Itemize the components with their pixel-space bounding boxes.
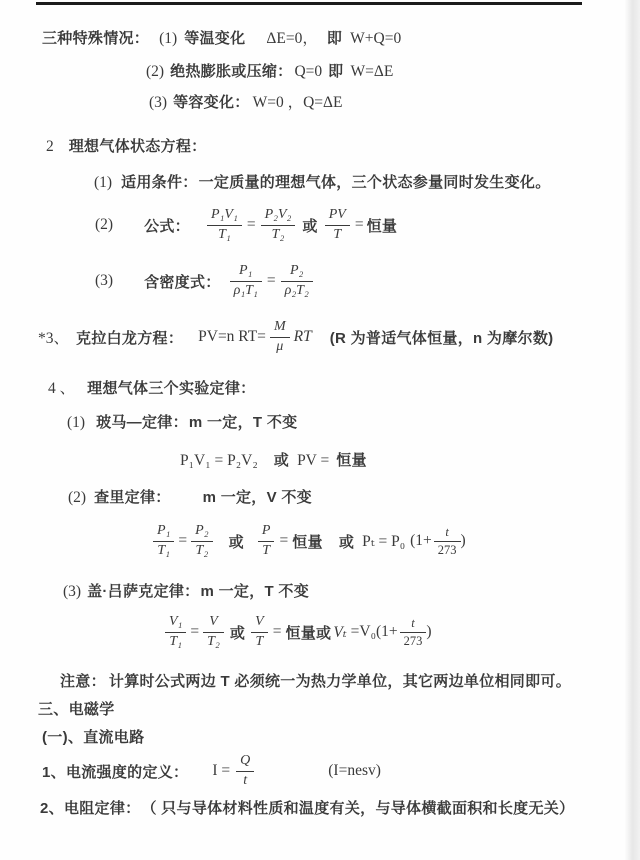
state-equation-title: 理想气体状态方程： — [68, 138, 207, 155]
resistance-text: （ 只与导体材料性质和温度有关，与导体横截面积和长度无关） — [141, 800, 575, 817]
note-text: 计算时公式两边 T 必须统一为热力学单位，其它两边单位相同即可。 — [108, 673, 572, 690]
page-right-edge-shadow — [624, 0, 640, 860]
line-gay-lussac-formula — [165, 610, 432, 654]
fraction-p2v2-t2: $\frac{\text{P₂V₂}}{\text{T₂}}$ — [261, 207, 296, 242]
clapeyron-formula-post: RT — [293, 328, 312, 345]
top-rule-divider — [36, 2, 582, 5]
fraction-p1-t1: $\frac{\text{P₁}}{\text{T₁}}$ — [153, 523, 174, 558]
condition-text: 一定质量的理想气体，三个状态参量同时发生变化。 — [198, 174, 551, 191]
fraction-v1-t1: $\frac{\text{V₁}}{\text{T₁}}$ — [165, 614, 186, 649]
boyle-title: 玻马—定律： — [96, 414, 188, 431]
line-clapeyron — [38, 315, 553, 359]
adiabatic-formula-2: W=ΔE — [350, 63, 394, 80]
adiabatic-formula-1: Q=0 — [294, 63, 323, 80]
line-three-laws-title — [48, 376, 255, 398]
fraction-v-t2: $\frac{V}{\text{T₂}}$ — [203, 614, 224, 649]
item-1-number: (1) — [159, 30, 178, 47]
gay-lussac-condition: m 一定，T 不变 — [200, 583, 310, 600]
fraction-v-t: $\frac{V}{T}$ — [251, 614, 268, 649]
density-number: (3) — [95, 272, 114, 289]
special-cases-label: 三种特殊情况： — [42, 30, 150, 47]
line-state-formula — [95, 203, 397, 247]
equals-sign: = — [266, 272, 276, 289]
line-boyle-title — [67, 411, 297, 432]
clapeyron-title: 克拉白龙方程： — [76, 329, 184, 347]
formula-number: (2) — [95, 216, 114, 233]
equals-sign: = — [190, 623, 200, 640]
resistance-number: 2、 — [40, 800, 64, 817]
fraction-q-t: $\frac{Q}{t}$ — [236, 753, 254, 788]
adiabatic-label: 绝热膨胀或压缩： — [170, 63, 293, 80]
charles-pt-formula: Pₜ = P₀ — [362, 532, 406, 550]
clapeyron-formula-pre: PV=n RT= — [198, 328, 266, 345]
line-state-equation-title — [46, 135, 206, 156]
isothermal-label: 等温变化 — [184, 30, 246, 47]
clapeyron-note: (R 为普适气体恒量，n 为摩尔数) — [329, 329, 554, 347]
fraction-p-t: $\frac{P}{T}$ — [258, 523, 275, 558]
equals-sign: = — [272, 623, 282, 640]
equals-sign: = — [178, 532, 188, 549]
line-charles-title — [68, 486, 312, 507]
line-density-formula — [95, 259, 313, 303]
density-label: 含密度式： — [144, 273, 221, 291]
fraction-p1-rho1t1: $\frac{\text{P₁}}{\text{ρ₁T₁}}$ — [230, 263, 262, 298]
three-laws-title: 理想气体三个实验定律： — [87, 380, 256, 397]
boyle-number: (1) — [67, 414, 86, 431]
item-3-number: (3) — [149, 94, 168, 111]
constant-word: 恒量 — [292, 533, 323, 551]
fraction-m-mu: $\frac{M}{\mu}$ — [270, 319, 290, 354]
fraction-p2-t2: $\frac{\text{P₂}}{\text{T₂}}$ — [191, 523, 212, 558]
charles-condition: m 一定，V 不变 — [202, 489, 312, 506]
condition-label: 适用条件： — [121, 174, 198, 191]
adiabatic-mid: 即 — [328, 63, 344, 80]
v0-formula: =V₀(1+ — [350, 623, 398, 640]
vt-symbol: Vₜ — [333, 623, 347, 641]
formula-label: 公式： — [144, 217, 190, 235]
boyle-condition: m 一定，T 不变 — [188, 414, 298, 431]
em-section-title: 三、电磁学 — [38, 701, 115, 718]
charles-title: 查里定律： — [94, 489, 171, 506]
paren-close: ) — [460, 532, 466, 549]
line-charles-formula — [153, 519, 466, 563]
line-resistance-law — [40, 797, 574, 818]
line-applicable-conditions — [94, 171, 551, 192]
line-isochoric — [149, 90, 342, 112]
or-word: 或 — [229, 624, 246, 642]
paren-open: (1+ — [410, 532, 432, 549]
line-boyle-formula — [180, 449, 367, 470]
state-equation-number: 2 — [46, 138, 54, 155]
boyle-formula-1: P₁V₁ = P₂V₂ — [180, 452, 258, 469]
paren-close: ) — [426, 623, 432, 640]
current-note: (I=nesv) — [328, 762, 381, 779]
equals-sign: = — [246, 216, 256, 233]
item-2-number: (2) — [146, 63, 165, 80]
line-current-definition — [42, 749, 381, 793]
current-title: 电流强度的定义： — [65, 763, 189, 781]
three-laws-number: 4 、 — [48, 380, 76, 397]
isochoric-formula: W=0 ，Q=ΔE — [252, 94, 343, 111]
fraction-t-273: $\frac{t}{273}$ — [434, 525, 461, 557]
isothermal-mid: 即 — [326, 30, 343, 47]
isothermal-formula-1: ΔE=0， — [266, 30, 318, 47]
clapeyron-number: *3、 — [38, 330, 70, 347]
line-dc-section — [42, 726, 144, 747]
fraction-pv-t: $\frac{PV}{T}$ — [325, 207, 350, 242]
equals-sign: = — [354, 216, 364, 233]
charles-number: (2) — [68, 489, 87, 506]
line-em-section — [38, 698, 115, 719]
fraction-p1v1-t1: $\frac{\text{P₁V₁}}{\text{T₁}}$ — [207, 207, 242, 242]
condition-number: (1) — [94, 174, 113, 191]
gay-lussac-number: (3) — [63, 583, 82, 600]
equals-sign: = — [279, 532, 289, 549]
resistance-title: 电阻定律： — [63, 800, 141, 817]
dc-section-title: (一)、直流电路 — [42, 729, 145, 746]
or-word: 或 — [302, 217, 318, 235]
constant-or-word: 恒量或 — [285, 624, 332, 642]
line-special-cases — [42, 26, 401, 48]
boyle-formula-2: PV = — [297, 452, 330, 469]
or-word: 或 — [338, 533, 355, 551]
or-word: 或 — [228, 533, 244, 551]
line-adiabatic — [146, 60, 393, 81]
isochoric-label: 等容变化： — [173, 94, 250, 111]
gay-lussac-title: 盖·吕萨克定律： — [87, 583, 200, 600]
isothermal-formula-2: W+Q=0 — [350, 30, 402, 47]
line-note — [60, 670, 571, 691]
constant-word: 恒量 — [336, 452, 367, 469]
or-word: 或 — [273, 452, 290, 469]
current-i-equals: I = — [212, 762, 231, 779]
constant-word: 恒量 — [366, 217, 398, 235]
current-number: 1、 — [42, 763, 66, 781]
note-label: 注意： — [60, 673, 106, 690]
fraction-t-273: $\frac{t}{273}$ — [400, 616, 427, 648]
fraction-p2-rho2t2: $\frac{\text{P₂}}{\text{ρ₂T₂}}$ — [281, 263, 313, 298]
line-gay-lussac-title — [63, 580, 309, 601]
